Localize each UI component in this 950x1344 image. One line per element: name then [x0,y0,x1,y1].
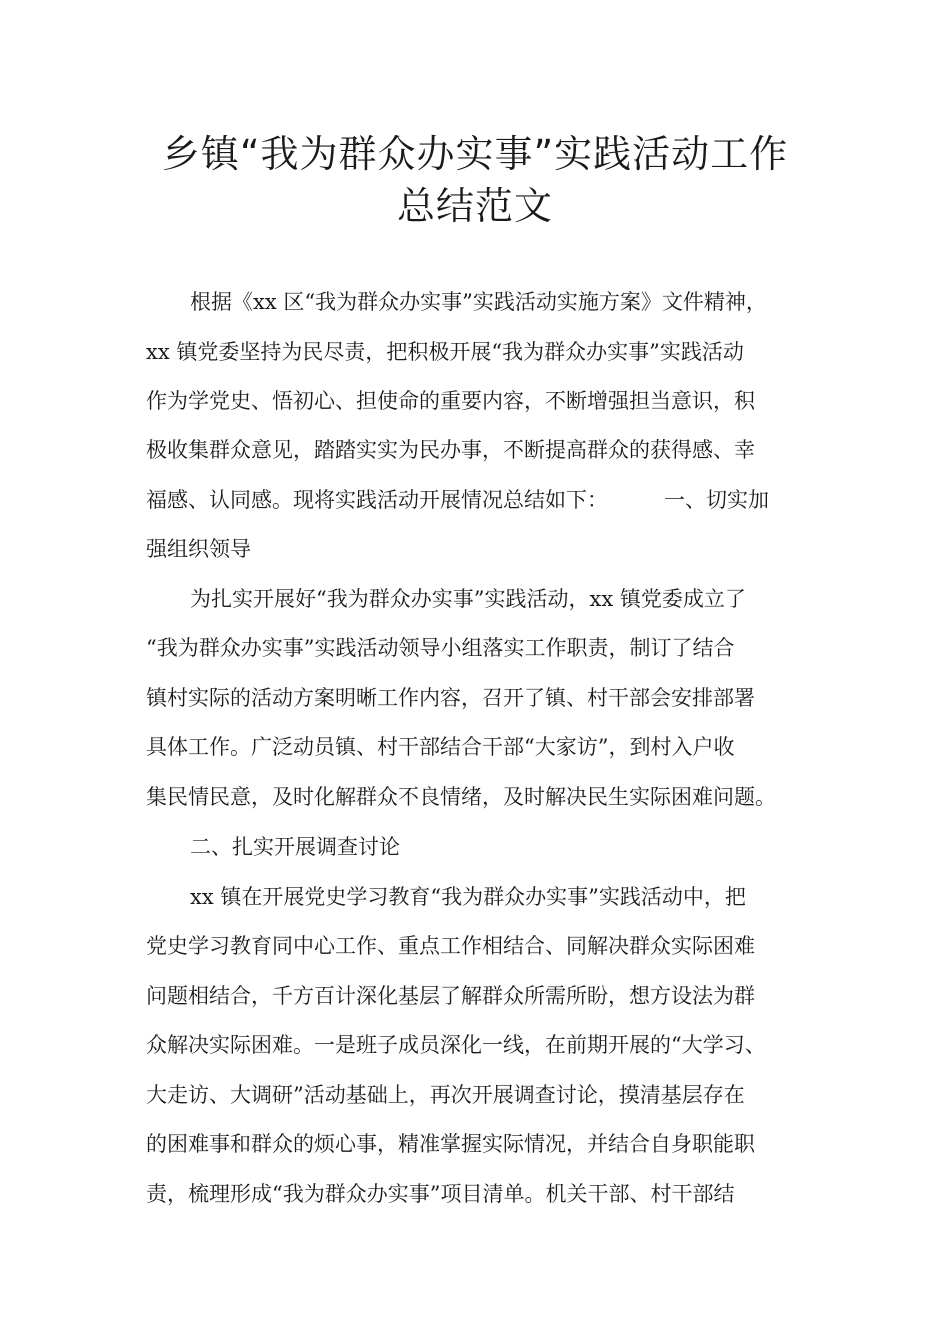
paragraph-line: 党史学习教育同中心工作、重点工作相结合、同解决群众实际困难 [146,934,755,958]
section-heading-1-start: 一、切实加 [664,488,769,512]
paragraph-line: xx 镇在开展党史学习教育“我为群众办实事”实践活动中，把 [190,885,746,909]
paragraph-line-text: 福感、认同感。现将实践活动开展情况总结如下： [146,488,608,512]
paragraph-line: xx 镇党委坚持为民尽责，把积极开展“我为群众办实事”实践活动 [146,340,744,364]
document-title-line-2: 总结范文 [396,184,553,228]
paragraph-line-with-heading [146,485,816,515]
paragraph-line: “我为群众办实事”实践活动领导小组落实工作职责，制订了结合 [146,636,735,660]
paragraph-line: 极收集群众意见，踏踏实实为民办事，不断提高群众的获得感、幸 [146,438,755,462]
paragraph-line: 具体工作。广泛动员镇、村干部结合干部“大家访”，到村入户收 [146,735,735,759]
paragraph-line: 责，梳理形成“我为群众办实事”项目清单。机关干部、村干部结 [146,1182,735,1206]
paragraph-line: 大走访、大调研”活动基础上，再次开展调查讨论，摸清基层存在 [146,1083,745,1107]
paragraph-line: 作为学党史、悟初心、担使命的重要内容，不断增强担当意识，积 [146,389,755,413]
paragraph-line: 的困难事和群众的烦心事，精准掌握实际情况，并结合自身职能职 [146,1132,755,1156]
section-heading-1-end: 强组织领导 [146,537,251,561]
paragraph-line: 镇村实际的活动方案明晰工作内容，召开了镇、村干部会安排部署 [146,686,755,710]
section-heading-2: 二、扎实开展调查讨论 [190,835,400,859]
paragraph-line: 众解决实际困难。一是班子成员深化一线，在前期开展的“大学习、 [146,1033,766,1057]
document-title-line-1: 乡镇“我为群众办实事”实践活动工作 [161,132,789,176]
paragraph-line: 根据《xx 区“我为群众办实事”实践活动实施方案》文件精神， [190,290,767,314]
paragraph-line: 为扎实开展好“我为群众办实事”实践活动，xx 镇党委成立了 [190,587,746,611]
paragraph-line: 问题相结合，千方百计深化基层了解群众所需所盼，想方设法为群 [146,984,755,1008]
paragraph-line: 集民情民意，及时化解群众不良情绪，及时解决民生实际困难问题。 [146,785,776,809]
